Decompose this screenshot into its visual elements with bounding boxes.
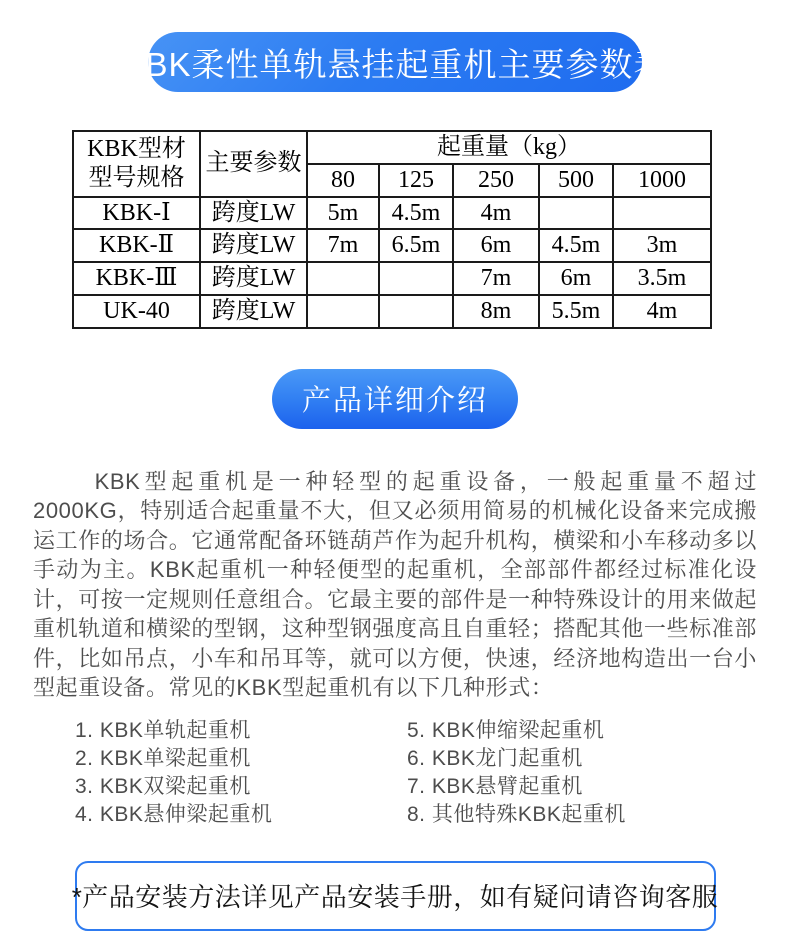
span-value-cell: 5.5m: [539, 295, 613, 328]
capacity-column-header: 125: [379, 164, 453, 197]
span-value-cell: 7m: [307, 229, 379, 262]
parameters-table: [72, 130, 712, 329]
span-value-cell: 4.5m: [539, 229, 613, 262]
install-note-box: [71, 861, 719, 931]
capacity-column-header: 1000: [613, 164, 711, 197]
model-cell: KBK-Ⅱ: [73, 229, 200, 262]
model-cell: KBK-Ⅲ: [73, 262, 200, 295]
span-value-cell: 7m: [453, 262, 539, 295]
span-value-cell: [379, 295, 453, 328]
list-item: 5. KBK伸缩梁起重机: [407, 718, 605, 742]
span-value-cell: 4m: [453, 197, 539, 230]
capacity-column-header: 80: [307, 164, 379, 197]
span-value-cell: [379, 262, 453, 295]
list-item: 8. 其他特殊KBK起重机: [407, 802, 626, 826]
span-param-cell: 跨度LW: [200, 197, 307, 230]
span-param-cell: 跨度LW: [200, 295, 307, 328]
crane-type-list-left-column: [75, 717, 407, 829]
model-cell: UK-40: [73, 295, 200, 328]
table-row: [73, 229, 711, 262]
crane-type-list: [75, 717, 790, 829]
capacity-header-cell: 起重量（kg）: [307, 131, 711, 164]
span-value-cell: 3m: [613, 229, 711, 262]
capacity-column-header: 500: [539, 164, 613, 197]
product-description: KBK型起重机是一种轻型的起重设备，一般起重量不超过2000KG，特别适合起重量不大，但又必须用简易的机械化设备来完成搬运工作的场合。它通常配备环链葫芦作为起升机构，横梁和小车移动多以手动为主。KBK起重机一种轻便型的起重机，全部部件都经过标准化设计，可按一定规则任意组合。它最主要的部件是一种特殊设计的用来做起重机轨道和横梁的型钢，这种型钢强度高且自重轻；搭配其他一些标准部件，比如吊点，小车和吊耳等，就可以方便，快速，经济地构造出一台小型起重设备。常见的KBK型起重机有以下几种形式：: [33, 468, 757, 701]
span-value-cell: 6.5m: [379, 229, 453, 262]
list-item: 7. KBK悬臂起重机: [407, 774, 583, 798]
span-value-cell: 6m: [453, 229, 539, 262]
page-title: KBK柔性单轨悬挂起重机主要参数表: [122, 45, 668, 83]
title-banner: [122, 32, 668, 92]
span-value-cell: 4m: [613, 295, 711, 328]
product-intro-button[interactable]: [272, 369, 518, 429]
span-value-cell: 4.5m: [379, 197, 453, 230]
table-row: [73, 262, 711, 295]
model-spec-header-cell: KBK型材型号规格: [73, 131, 200, 197]
span-value-cell: 6m: [539, 262, 613, 295]
span-param-cell: 跨度LW: [200, 229, 307, 262]
list-item: 6. KBK龙门起重机: [407, 746, 583, 770]
span-value-cell: 8m: [453, 295, 539, 328]
main-param-header-cell: 主要参数: [200, 131, 307, 197]
span-value-cell: 5m: [307, 197, 379, 230]
list-item: 1. KBK单轨起重机: [75, 718, 251, 742]
span-value-cell: [307, 295, 379, 328]
model-cell: KBK-Ⅰ: [73, 197, 200, 230]
span-param-cell: 跨度LW: [200, 262, 307, 295]
span-value-cell: [613, 197, 711, 230]
product-intro-button-label: 产品详细介绍: [301, 385, 488, 418]
page: [0, 32, 790, 931]
span-value-cell: [307, 262, 379, 295]
install-note-text: *产品安装方法详见产品安装手册，如有疑问请咨询客服: [71, 882, 719, 913]
capacity-column-header: 250: [453, 164, 539, 197]
span-value-cell: 3.5m: [613, 262, 711, 295]
list-item: 4. KBK悬伸梁起重机: [75, 802, 273, 826]
crane-type-list-right-column: [407, 717, 790, 829]
list-item: 3. KBK双梁起重机: [75, 774, 251, 798]
table-row: [73, 295, 711, 328]
list-item: 2. KBK单梁起重机: [75, 746, 251, 770]
span-value-cell: [539, 197, 613, 230]
table-header-row-1: [73, 131, 711, 164]
table-row: [73, 197, 711, 230]
